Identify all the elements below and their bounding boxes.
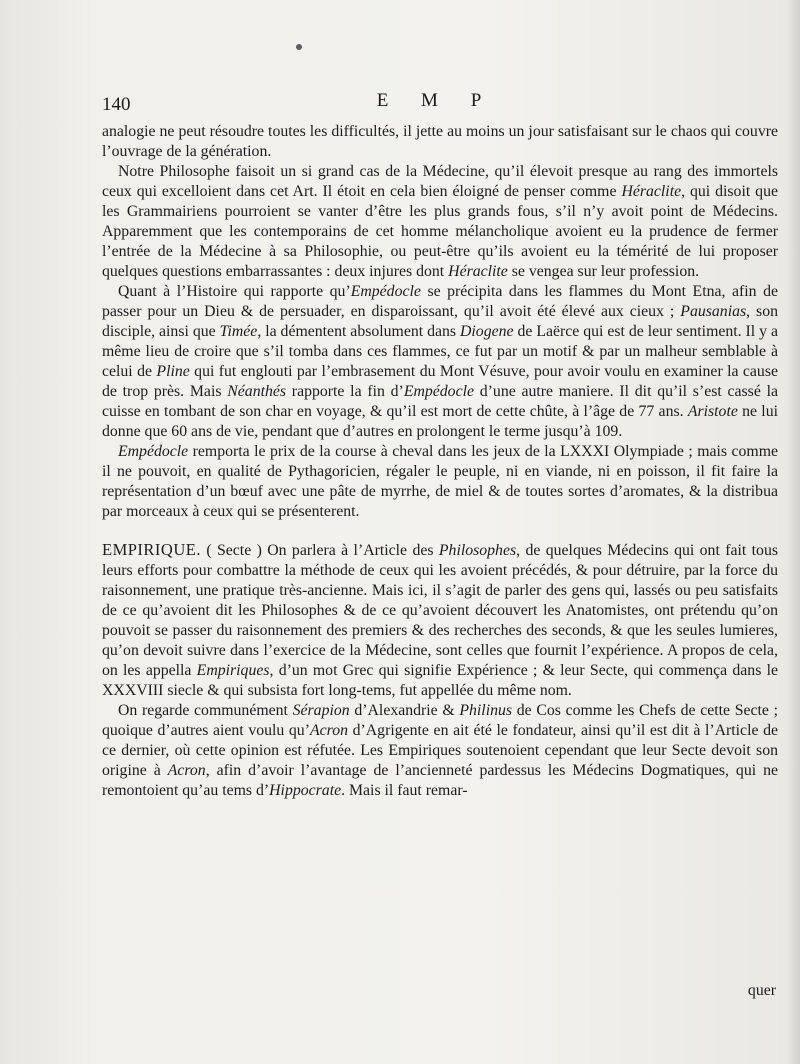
text-run: d’Agrigente en ait été le fondateur, ainsi qu’il est dit à l’Article de ce dernier, où cette opinion est réfutée. Les Empiriques soutenoient cependant que leur Secte devoit son origine à <box>102 722 778 779</box>
italic-name: Philosophes <box>438 542 517 559</box>
text-run: qui fut englouti par l’embrasement du Mont Vésuve, pour avoir voulu en examiner la cause de trop près. Mais <box>102 363 778 400</box>
italic-name: Héraclite <box>621 183 682 200</box>
paragraph <box>102 122 778 162</box>
paragraph <box>102 442 778 522</box>
italic-name: Héraclite <box>448 263 508 280</box>
text-run: ne lui donne que 60 ans de vie, pendant que d’autres en prolongent le terme jusqu’à 109. <box>102 403 778 440</box>
italic-name: Diogene <box>460 323 514 340</box>
text-run: , son disciple, ainsi que <box>102 303 778 340</box>
text-run: analogie ne peut résoudre toutes les difficultés, il jette au moins un jour satisfaisant sur le chaos qui couvre l’ouvrage de la génération. <box>102 123 778 160</box>
text-run: On regarde communément <box>118 702 293 719</box>
text-run: d’Alexandrie & <box>349 702 460 719</box>
catchword: quer <box>747 982 776 999</box>
italic-name: Sérapion <box>292 702 350 719</box>
paragraph <box>102 282 778 442</box>
italic-name: Empédocle <box>403 383 474 400</box>
text-run: , afin d’avoir l’avantage de l’ancienneté pardessus les Médecins Dogmatiques, qui ne remontoient qu’au tems d’ <box>102 762 778 799</box>
text-run: se vengea sur leur profession. <box>507 263 700 280</box>
italic-name: Empédocle <box>118 443 189 460</box>
paragraph <box>102 540 778 701</box>
text-run: se précipita dans les flammes du Mont Etna, afin de passer pour un Dieu & de persuader, en disparoissant, qu’il avoit été élevé aux cieux ; <box>102 283 778 320</box>
italic-name: Empédocle <box>350 283 421 300</box>
text-body <box>102 122 778 801</box>
text-run: de Cos comme les Chefs de cette Secte ; quoique d’autres aient voulu qu’ <box>102 702 778 739</box>
text-run: , la démentent absolument dans <box>257 323 460 340</box>
text-run: de Laërce qui est de leur sentiment. Il y a même lieu de croire que s’il tomba dans ces flammes, ce fut par un motif & par un malheur semblable à celui de <box>102 323 779 380</box>
italic-name: Acron <box>309 722 348 739</box>
italic-name: Acron <box>167 762 206 779</box>
entry-headword: EMPIRIQUE. <box>102 540 201 559</box>
ink-spot <box>296 44 302 50</box>
italic-name: Aristote <box>687 403 738 420</box>
text-run: rapporte la fin d’ <box>286 383 404 400</box>
page-edge-shadow <box>786 0 800 1064</box>
text-run: remporta le prix de la course à cheval dans les jeux de la LXXXI Olympiade ; mais comme il ne pouvoit, en qualité de Pythagoricien, régaler le peuple, ni en viande, ni en poisson, il fit faire la représentation d’un bœuf avec une pâte de myrrhe, de miel & de toutes sortes d’aromates, & la distribua par morceaux à ceux qui se présenterent. <box>102 443 778 520</box>
text-run: , qui disoit que les Grammairiens pourroient se vanter d’être les plus grands fous, s’il n’y avoit point de Médecins. Apparemment que les contemporains de cet homme mélancholique avoient eu la prudence de fermer l’entrée de la Médecine à sa Philosophie, ou peut-être qu’ils avoient eu la témérité de lui proposer quelques questions embarrassantes : deux injures dont <box>102 183 778 280</box>
text-run: . Mais il faut remar- <box>341 782 468 799</box>
page-header <box>102 90 770 116</box>
page-number: 140 <box>102 94 131 115</box>
text-run: , d’un mot Grec qui signifie Expérience ; & leur Secte, qui commença dans le XXXVIII siecle & qui subsista fort long-tems, fut appellée du même nom. <box>102 662 778 699</box>
text-run: d’une autre maniere. Il dit qu’il s’est cassé la cuisse en tombant de son char en voyage, & qu’il est mort de cette chûte, à l’âge de 77 ans. <box>102 383 779 420</box>
text-run: Notre Philosophe faisoit un si grand cas de la Médecine, qu’il élevoit presque au rang des immortels ceux qui excelloient dans cet Art. Il étoit en cela bien éloigné de penser comme <box>102 163 778 200</box>
italic-name: Philinus <box>459 702 513 719</box>
running-head: E M P <box>376 90 496 111</box>
paragraph <box>102 701 778 801</box>
italic-name: Empiriques <box>196 662 270 679</box>
text-run: ( Secte ) On parlera à l’Article des <box>200 542 439 559</box>
italic-name: Hippocrate <box>269 782 342 799</box>
paragraph <box>102 162 778 282</box>
italic-name: Timée <box>219 323 258 340</box>
text-run: , de quelques Médecins qui ont fait tous leurs efforts pour combattre la méthode de ceux qui les avoient précédés, & pour détruire, par la force du raisonnement, une pratique très-ancienne. Mais ici, il s’agit de parler des gens qui, lassés ou peu satisfaits de ce qu’avoient dit les Philosophes & de ce qu’avoient découvert les Anatomistes, ont prétendu qu’on pouvoit se passer du raisonnement des premiers & des recherches des seconds, & que les seules lumieres, qu’on devoit suivre dans l’exercice de la Médecine, sont celles que fournit l’expérience. A propos de cela, on les appella <box>102 542 778 679</box>
text-run: Quant à l’Histoire qui rapporte qu’ <box>118 283 351 300</box>
italic-name: Néanthés <box>227 383 287 400</box>
italic-name: Pausanias <box>680 303 747 320</box>
italic-name: Pline <box>156 363 190 380</box>
